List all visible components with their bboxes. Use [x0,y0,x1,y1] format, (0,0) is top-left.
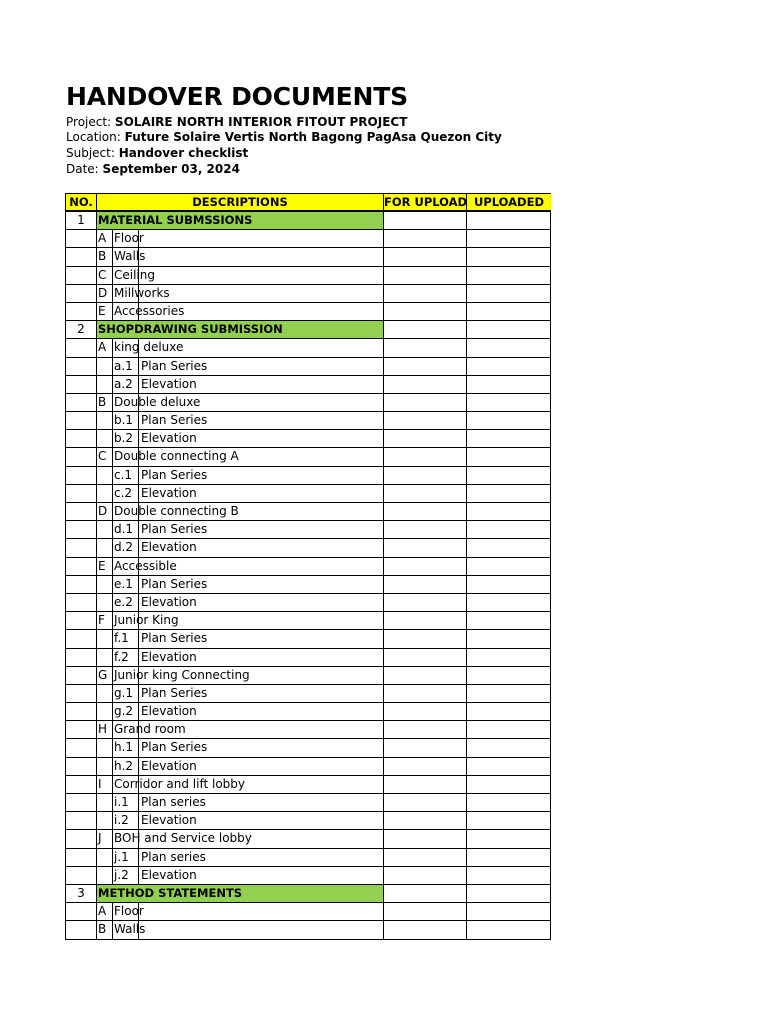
for-upload-cell [383,612,467,629]
row-number [66,430,97,447]
uploaded-cell [467,430,551,447]
item-code [97,430,113,447]
for-upload-cell [383,758,467,775]
item-code [97,539,113,556]
row-number [66,903,97,920]
column-divider [138,703,139,720]
for-upload-cell [383,394,467,411]
row-number [66,667,97,684]
item-code [97,576,113,593]
table-row [65,358,551,376]
for-upload-cell [383,576,467,593]
column-divider [138,812,139,829]
table-row [65,758,551,776]
sub-description: Elevation [141,485,197,500]
sub-code: j.2 [114,867,129,882]
uploaded-cell [467,321,551,338]
row-number [66,303,97,320]
item-code: D [97,503,113,520]
row-number [66,739,97,756]
col-uploaded-header: UPLOADED [467,194,551,210]
item-description: Walls [114,249,146,264]
row-number [66,503,97,520]
table-row [65,794,551,812]
table-row [65,903,551,921]
uploaded-cell [467,412,551,429]
for-upload-cell [383,412,467,429]
for-upload-cell [383,485,467,502]
item-code [97,649,113,666]
item-code [97,467,113,484]
col-descriptions-header: DESCRIPTIONS [97,194,383,210]
table-row [65,739,551,757]
sub-code: g.2 [114,704,134,719]
for-upload-cell [383,630,467,647]
uploaded-cell [467,248,551,265]
table-row [65,303,551,321]
sub-description: Elevation [141,758,197,773]
column-divider [138,867,139,884]
row-number [66,830,97,847]
table-row [65,630,551,648]
row-number [66,758,97,775]
row-number [66,358,97,375]
column-divider [138,594,139,611]
item-code [97,521,113,538]
for-upload-cell [383,849,467,866]
item-description: Millworks [114,285,170,300]
row-number: 1 [66,212,97,229]
sub-description: Plan Series [141,685,208,700]
row-number [66,467,97,484]
uploaded-cell [467,339,551,356]
table-row [65,612,551,630]
row-number [66,576,97,593]
item-description: Ceiling [114,267,155,282]
sub-code: e.2 [114,594,133,609]
table-row [65,412,551,430]
row-number [66,230,97,247]
row-number: 2 [66,321,97,338]
section-title: METHOD STATEMENTS [97,885,383,902]
uploaded-cell [467,303,551,320]
row-number [66,285,97,302]
uploaded-cell [467,467,551,484]
for-upload-cell [383,649,467,666]
for-upload-cell [383,903,467,920]
item-description: Double connecting B [114,504,239,518]
uploaded-cell [467,739,551,756]
table-header [65,193,551,212]
column-divider [138,630,139,647]
for-upload-cell [383,667,467,684]
uploaded-cell [467,212,551,229]
table-row [65,448,551,466]
column-divider [138,539,139,556]
sub-code: a.1 [114,358,133,373]
table-row [65,885,551,903]
column-divider [138,649,139,666]
item-code [97,685,113,702]
for-upload-cell [383,703,467,720]
item-code: A [97,230,113,247]
sub-description: Plan Series [141,413,208,428]
item-code: F [97,612,113,629]
for-upload-cell [383,776,467,793]
uploaded-cell [467,885,551,902]
section-title: SHOPDRAWING SUBMISSION [97,321,383,338]
row-number [66,794,97,811]
table-row [65,285,551,303]
uploaded-cell [467,576,551,593]
subject-value: Handover checklist [118,146,249,160]
for-upload-cell [383,594,467,611]
row-number [66,558,97,575]
table-row [65,376,551,394]
item-code: G [97,667,113,684]
uploaded-cell [467,503,551,520]
checklist-table [65,193,551,940]
for-upload-cell [383,503,467,520]
uploaded-cell [467,448,551,465]
table-row [65,867,551,885]
item-description: Floor [114,231,144,246]
table-row [65,776,551,794]
for-upload-cell [383,812,467,829]
for-upload-cell [383,539,467,556]
item-code [97,703,113,720]
location-line [66,130,502,144]
for-upload-cell [383,358,467,375]
row-number [66,594,97,611]
uploaded-cell [467,903,551,920]
section-title: MATERIAL SUBMSSIONS [97,212,383,229]
uploaded-cell [467,521,551,538]
for-upload-cell [383,867,467,884]
row-number: 3 [66,885,97,902]
for-upload-cell [383,430,467,447]
item-code: B [97,248,113,265]
item-code: A [97,339,113,356]
row-number [66,412,97,429]
item-code: B [97,394,113,411]
uploaded-cell [467,558,551,575]
col-no-header: NO. [66,194,97,210]
column-divider [138,576,139,593]
table-row [65,339,551,357]
row-number [66,867,97,884]
item-code [97,630,113,647]
page-title: HANDOVER DOCUMENTS [66,82,408,111]
uploaded-cell [467,612,551,629]
date-line [66,162,240,176]
sub-code: b.2 [114,431,134,446]
for-upload-cell [383,885,467,902]
item-code: E [97,303,113,320]
column-divider [138,430,139,447]
item-code [97,358,113,375]
column-divider [138,758,139,775]
for-upload-cell [383,721,467,738]
uploaded-cell [467,358,551,375]
row-number [66,267,97,284]
table-row [65,576,551,594]
uploaded-cell [467,776,551,793]
sub-code: b.1 [114,413,134,428]
table-row [65,558,551,576]
uploaded-cell [467,667,551,684]
item-description: Walls [114,922,146,937]
for-upload-cell [383,321,467,338]
sub-code: c.1 [114,467,133,482]
sub-code: j.1 [114,849,129,864]
row-number [66,921,97,938]
for-upload-cell [383,467,467,484]
uploaded-cell [467,630,551,647]
sub-description: Elevation [141,649,197,664]
uploaded-cell [467,594,551,611]
for-upload-cell [383,739,467,756]
item-code [97,485,113,502]
uploaded-cell [467,830,551,847]
table-row [65,830,551,848]
row-number [66,485,97,502]
table-row [65,521,551,539]
sub-description: Plan Series [141,358,208,373]
table-row [65,667,551,685]
uploaded-cell [467,376,551,393]
item-description: Accessories [114,303,185,318]
item-description: king deluxe [114,340,184,355]
for-upload-cell [383,230,467,247]
item-code: A [97,903,113,920]
col-for-upload-header: FOR UPLOAD [384,195,468,209]
for-upload-cell [383,267,467,284]
item-code [97,739,113,756]
item-description: BOH and Service lobby [114,831,252,846]
item-code [97,412,113,429]
item-description: Double deluxe [114,394,201,409]
item-code: C [97,267,113,284]
item-code [97,376,113,393]
sub-description: Elevation [141,813,197,828]
item-code [97,758,113,775]
table-row [65,267,551,285]
table-row [65,485,551,503]
uploaded-cell [467,921,551,938]
sub-code: f.1 [114,631,129,646]
item-description: Corridor and lift lobby [114,776,246,791]
table-row [65,430,551,448]
row-number [66,630,97,647]
uploaded-cell [467,685,551,702]
uploaded-cell [467,758,551,775]
table-row [65,649,551,667]
sub-code: f.2 [114,649,129,664]
sub-description: Plan Series [141,522,208,537]
table-row [65,721,551,739]
sub-description: Elevation [141,431,197,446]
for-upload-cell [383,285,467,302]
table-row [65,503,551,521]
date-label: Date: [66,162,103,176]
sub-code: d.2 [114,540,134,555]
item-code: B [97,921,113,938]
item-code [97,849,113,866]
row-number [66,612,97,629]
item-code: E [97,558,113,575]
column-divider [138,521,139,538]
table-row [65,703,551,721]
table-row [65,685,551,703]
row-number [66,721,97,738]
table-row [65,921,551,939]
uploaded-cell [467,867,551,884]
table-row [65,594,551,612]
uploaded-cell [467,649,551,666]
for-upload-cell [383,212,467,229]
sub-description: Elevation [141,540,197,555]
item-description: Junior King [114,613,179,628]
sub-description: Elevation [141,376,197,391]
item-description: Double connecting A [114,449,239,464]
sub-code: i.2 [114,813,129,828]
row-number [66,248,97,265]
row-number [66,394,97,411]
for-upload-cell [383,558,467,575]
row-number [66,849,97,866]
for-upload-cell [383,303,467,320]
sub-description: Elevation [141,704,197,719]
location-label: Location: [66,130,125,144]
date-value: September 03, 2024 [102,162,240,176]
column-divider [138,849,139,866]
project-label: Project: [66,115,115,129]
uploaded-cell [467,394,551,411]
uploaded-cell [467,539,551,556]
item-description: Grand room [114,722,186,737]
for-upload-cell [383,921,467,938]
table-row [65,248,551,266]
column-divider [138,412,139,429]
for-upload-cell [383,448,467,465]
for-upload-cell [383,376,467,393]
sub-description: Plan series [141,849,206,864]
for-upload-cell [383,830,467,847]
item-code [97,867,113,884]
item-description: Floor [114,904,144,919]
uploaded-cell [467,703,551,720]
location-value: Future Solaire Vertis North Bagong PagAsa Quezon City [124,130,502,144]
item-code [97,812,113,829]
row-number [66,776,97,793]
table-row [65,394,551,412]
column-divider [138,376,139,393]
table-row [65,212,551,230]
table-row [65,812,551,830]
sub-code: e.1 [114,576,133,591]
table-row [65,467,551,485]
for-upload-cell [383,521,467,538]
row-number [66,339,97,356]
sub-code: i.1 [114,795,129,809]
item-description: Junior king Connecting [114,667,250,682]
for-upload-cell [383,248,467,265]
uploaded-cell [467,849,551,866]
for-upload-cell [383,339,467,356]
uploaded-cell [467,794,551,811]
sub-code: d.1 [114,522,134,537]
row-number [66,703,97,720]
sub-description: Elevation [141,594,197,609]
item-description: Accessible [114,558,177,573]
column-divider [138,685,139,702]
column-divider [138,485,139,502]
uploaded-cell [467,812,551,829]
sub-code: h.1 [114,740,134,755]
sub-code: h.2 [114,758,134,773]
item-code [97,594,113,611]
sub-description: Elevation [141,867,197,882]
item-code: H [97,721,113,738]
row-number [66,685,97,702]
uploaded-cell [467,721,551,738]
project-value: SOLAIRE NORTH INTERIOR FITOUT PROJECT [114,115,408,129]
sub-description: Plan series [141,795,206,809]
uploaded-cell [467,230,551,247]
item-code: I [97,776,113,793]
item-code: C [97,448,113,465]
table-row [65,849,551,867]
sub-description: Plan Series [141,740,208,755]
column-divider [138,358,139,375]
column-divider [138,467,139,484]
item-code: J [97,830,113,847]
sub-description: Plan Series [141,631,208,646]
column-divider [138,739,139,756]
table-row [65,539,551,557]
sub-code: c.2 [114,485,133,500]
for-upload-cell [383,685,467,702]
table-row [65,321,551,339]
row-number [66,376,97,393]
uploaded-cell [467,267,551,284]
project-line [66,115,407,129]
subject-line [66,146,248,160]
item-code [97,794,113,811]
row-number [66,539,97,556]
column-divider [138,794,139,811]
uploaded-cell [467,285,551,302]
sub-code: g.1 [114,685,134,700]
row-number [66,649,97,666]
row-number [66,812,97,829]
uploaded-cell [467,485,551,502]
sub-description: Plan Series [141,467,208,482]
sub-code: a.2 [114,376,133,391]
for-upload-cell [383,794,467,811]
item-code: D [97,285,113,302]
row-number [66,448,97,465]
table-row [65,230,551,248]
subject-label: Subject: [66,146,119,160]
row-number [66,521,97,538]
sub-description: Plan Series [141,576,208,591]
